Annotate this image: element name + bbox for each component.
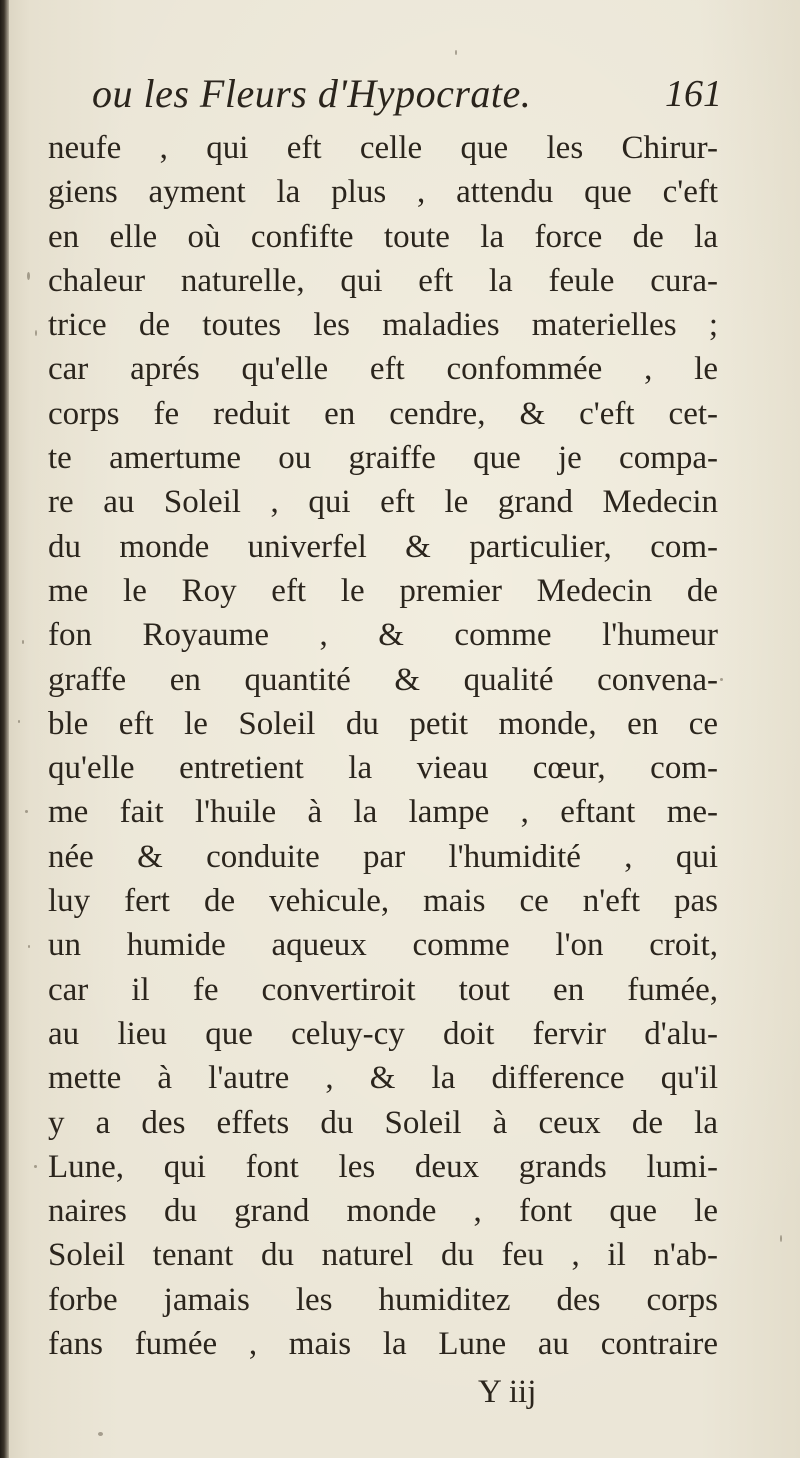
page-header [92, 66, 722, 130]
text-line: graffe en quantité & qualité convena- [48, 661, 718, 698]
text-line: naires du grand monde , font que le [48, 1193, 718, 1230]
text-line: me le Roy eft le premier Medecin de [48, 572, 718, 609]
text-line: car il fe convertiroit tout en fumée, [48, 971, 718, 1008]
text-line: qu'elle entretient la vieau cœur, com- [48, 750, 718, 787]
text-line: fon Royaume , & comme l'humeur [48, 617, 718, 654]
signature-mark: Y iij [478, 1374, 537, 1410]
page-number: 161 [665, 73, 722, 115]
text-line: au lieu que celuy-cy doit fervir d'alu- [48, 1015, 718, 1052]
binding-edge [0, 0, 9, 1458]
text-line: giens ayment la plus , attendu que c'eft [48, 174, 718, 211]
text-line: forbe jamais les humiditez des corps [48, 1281, 718, 1318]
text-line: mette à l'autre , & la difference qu'il [48, 1060, 718, 1097]
text-line: Soleil tenant du naturel du feu , il n'ab- [48, 1237, 718, 1274]
text-line: chaleur naturelle, qui eft la feule cura- [48, 262, 718, 299]
text-line: née & conduite par l'humidité , qui [48, 838, 718, 875]
body-text [48, 126, 718, 1366]
text-line: Lune, qui font les deux grands lumi- [48, 1148, 718, 1185]
text-line: ble eft le Soleil du petit monde, en ce [48, 705, 718, 742]
text-line: du monde univerfel & particulier, com- [48, 528, 718, 565]
text-line: trice de toutes les maladies materielles ; [48, 307, 718, 344]
text-line: me fait l'huile à la lampe , eftant me- [48, 794, 718, 831]
text-line: luy fert de vehicule, mais ce n'eft pas [48, 883, 718, 920]
text-line: corps fe reduit en cendre, & c'eft cet- [48, 395, 718, 432]
text-line: un humide aqueux comme l'on croit, [48, 927, 718, 964]
text-line: fans fumée , mais la Lune au contraire [48, 1326, 718, 1363]
text-line: te amertume ou graiffe que je compa- [48, 440, 718, 477]
running-title: ou les Fleurs d'Hypocrate. [92, 71, 532, 116]
text-line: neufe , qui eft celle que les Chirur- [48, 130, 718, 166]
text-line: car aprés qu'elle eft confommée , le [48, 351, 718, 388]
text-line: re au Soleil , qui eft le grand Medecin [48, 484, 718, 521]
text-line: y a des effets du Soleil à ceux de la [48, 1104, 718, 1141]
text-line: en elle où confifte toute la force de la [48, 218, 718, 255]
